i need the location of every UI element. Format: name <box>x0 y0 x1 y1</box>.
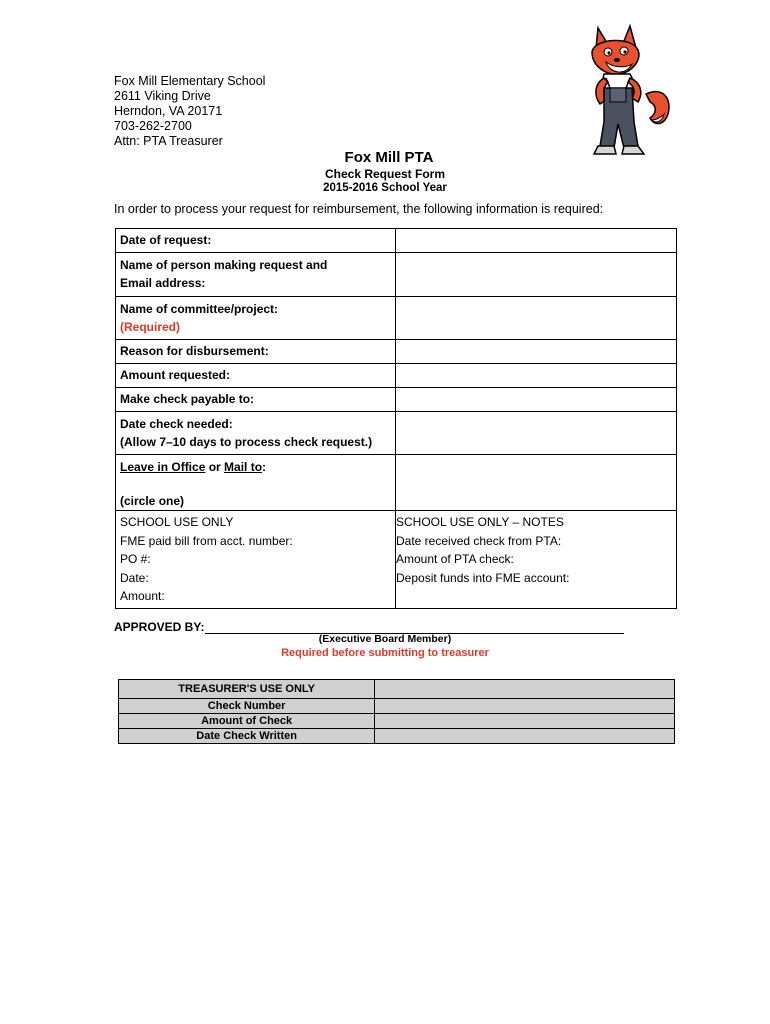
deposit-funds-label: Deposit funds into FME account: <box>396 570 570 585</box>
date-needed-label <box>116 412 396 455</box>
check-number-label: Check Number <box>119 699 375 714</box>
pta-check-amount-label: Amount of PTA check: <box>396 552 514 567</box>
treasurer-header-blank <box>375 680 675 699</box>
school-use-left <box>116 511 396 609</box>
amount-of-check-field[interactable] <box>375 714 675 729</box>
date-of-request-label: Date of request: <box>116 229 396 253</box>
requester-field[interactable] <box>396 253 677 297</box>
school-name: Fox Mill Elementary School <box>114 74 266 88</box>
requester-label-line1: Name of person making request and <box>120 258 328 272</box>
delivery-method-field[interactable] <box>396 455 677 511</box>
intro-text: In order to process your request for reimbursement, the following information is required: <box>114 202 604 216</box>
leave-in-office-option[interactable]: Leave in Office <box>120 460 206 474</box>
date-of-request-field[interactable] <box>396 229 677 253</box>
city-state-zip: Herndon, VA 20171 <box>114 104 223 118</box>
check-request-table <box>115 228 677 609</box>
requester-label-line2: Email address: <box>120 276 206 290</box>
reason-field[interactable] <box>396 340 677 364</box>
fox-mascot-image <box>580 22 680 162</box>
committee-label <box>116 297 396 340</box>
treasurer-table <box>118 679 675 744</box>
approved-by-label: APPROVED BY: <box>114 620 205 634</box>
amount-requested-label: Amount requested: <box>116 364 396 388</box>
date-needed-label-line2: (Allow 7–10 days to process check request.) <box>120 435 373 449</box>
treasurer-header: TREASURER'S USE ONLY <box>119 680 375 699</box>
date-received-label: Date received check from PTA: <box>396 533 562 548</box>
school-date-label: Date: <box>120 570 149 585</box>
committee-field[interactable] <box>396 297 677 340</box>
payable-to-label: Make check payable to: <box>116 388 396 412</box>
reason-label: Reason for disbursement: <box>116 340 396 364</box>
requester-label <box>116 253 396 297</box>
street-address: 2611 Viking Drive <box>114 89 211 103</box>
school-use-right <box>396 511 677 609</box>
delivery-method-label: Leave in Office or Mail to: (circle one) <box>116 455 396 511</box>
date-needed-field[interactable] <box>396 412 677 455</box>
form-title: Fox Mill PTA <box>344 149 434 166</box>
form-subtitle: Check Request Form <box>324 167 446 181</box>
committee-required-note: (Required) <box>120 320 180 334</box>
fme-account-label: FME paid bill from acct. number: <box>120 533 293 548</box>
phone-number: 703-262-2700 <box>114 119 192 133</box>
executive-board-note: (Executive Board Member) <box>318 633 452 645</box>
amount-of-check-label: Amount of Check <box>119 714 375 729</box>
amount-requested-field[interactable] <box>396 364 677 388</box>
circle-one-note: (circle one) <box>120 494 185 508</box>
school-use-heading: SCHOOL USE ONLY <box>120 515 234 529</box>
date-check-written-field[interactable] <box>375 729 675 744</box>
school-amount-label: Amount: <box>120 589 165 604</box>
payable-to-field[interactable] <box>396 388 677 412</box>
mail-to-option[interactable]: Mail to <box>224 460 263 474</box>
approved-by <box>114 620 624 634</box>
po-number-label: PO #: <box>120 552 151 567</box>
approval-required-note: Required before submitting to treasurer <box>281 647 489 659</box>
school-notes-heading: SCHOOL USE ONLY – NOTES <box>396 515 564 529</box>
check-number-field[interactable] <box>375 699 675 714</box>
school-year: 2015-2016 School Year <box>323 182 447 194</box>
attention-line: Attn: PTA Treasurer <box>114 134 223 148</box>
date-needed-label-line1: Date check needed: <box>120 417 233 431</box>
approved-by-signature-line[interactable] <box>205 620 624 634</box>
school-address <box>114 74 265 149</box>
date-check-written-label: Date Check Written <box>119 729 375 744</box>
committee-label-line1: Name of committee/project: <box>120 302 279 316</box>
